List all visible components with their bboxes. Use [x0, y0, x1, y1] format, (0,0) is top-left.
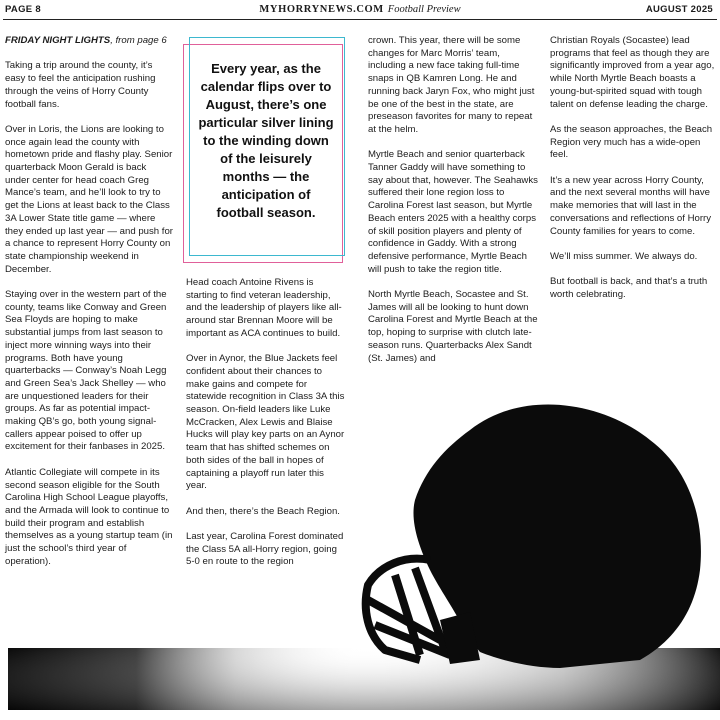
article-column-4	[550, 35, 716, 314]
paragraph: Over in Loris, the Lions are looking to once again lead the county with hometown pride and flashy play. Senior quarterback Moon Gerald is back under center for head coach Greg Mance’s team, and he’ll look to try to get the Lions at least back to the Class 3A Lower State title game — where they ended up last year — and push for a chance to represent Horry County on state championship weekend in December.	[5, 123, 173, 275]
paragraph: Staying over in the western part of the county, teams like Conway and Green Sea Floyds are hoping to make substantial jumps from last season to inject more winning ways into their programs. Both have young quarterbacks — Conway’s Noah Legg and Green Sea’s Jack Shelley — who are unquestioned leaders for their groups. As far as potential impact-making QB’s go, both young signal-callers appear poised to offer up excitement for their fanbases in 2025.	[5, 289, 167, 453]
paragraph: Head coach Antoine Rivens is starting to find veteran leadership, and the leadership of players like all-around star Brennan Moore will be important as ACA continues to build.	[186, 277, 342, 339]
paragraph: Taking a trip around the county, it’s easy to feel the anticipation rushing through the veins of Horry County football fans.	[5, 60, 156, 110]
article-column-2	[186, 277, 346, 582]
pull-quote-text: Every year, as the calendar flips over to August, there’s one particular silver lining to the winding down of the leisurely months — the anticipation of football season.	[198, 61, 334, 220]
paragraph: North Myrtle Beach, Socastee and St. James will all be looking to hunt down Carolina Forest and Myrtle Beach at the top, hoping to surprise with clutch late-season runs. Quarterbacks Alex Sandt (St. James) and	[368, 289, 538, 364]
paragraph: Over in Aynor, the Blue Jackets feel confident about their chances to make gains and compete for statewide recognition in Class 3A this season. On-field leaders like Luke McCracken, Alex Lewis and Blaise Hucks will play key parts on an Aynor team that has shifted schemes on both sides of the ball in hopes of captaining a playoff run later this year.	[186, 353, 345, 492]
paragraph: As the season approaches, the Beach Region very much has a wide-open feel.	[550, 123, 713, 161]
paragraph: Christian Royals (Socastee) lead programs that feel as though they are significantly improved from a year ago, while North Myrtle Beach boasts a young-but-spirited squad with tough talent on defense leading the charge.	[550, 35, 715, 110]
paragraph: We’ll miss summer. We always do.	[550, 250, 698, 262]
paragraph: Myrtle Beach and senior quarterback Tanner Gaddy will have something to say about that, however. The Seahawks suffered their lone region loss to Carolina Forest last season, but Myrtle Beach enters 2025 with a healthy corps of skill position players and plenty of confidence in Gaddy. With a strong defensive performance, Myrtle Beach will push to take the region title.	[368, 149, 538, 275]
article-column-1	[5, 35, 173, 581]
paragraph: It’s a new year across Horry County, and the next several months will have make memories that will last in the conversations and reflections of Horry County families for years to come.	[550, 174, 712, 237]
pull-quote	[183, 37, 345, 263]
article-column-3	[368, 35, 540, 378]
issue-date: AUGUST 2025	[645, 4, 713, 15]
kicker-title: FRIDAY NIGHT LIGHTS	[5, 35, 111, 46]
site-name: MYHORRYNEWS.COM	[259, 4, 384, 15]
article-kicker	[5, 35, 173, 48]
paragraph: crown. This year, there will be some changes for Marc Morris’ team, including a new face taking full-time snaps in QB Kamren Long. He and running back Jaryn Fox, who might just be one of the best in the state, are preseason favorites for many to repeat at the helm.	[368, 35, 535, 135]
paragraph: But football is back, and that’s a truth worth celebrating.	[550, 276, 708, 300]
paragraph: Atlantic Collegiate will compete in its second season eligible for the South Carolina High School League playoffs, and the Armada will look to continue to build their program and establish themselves as a young startup team (in just the school’s third year of operation).	[5, 466, 173, 567]
kicker-continued: , from page 6	[110, 35, 167, 46]
paragraph: And then, there’s the Beach Region.	[186, 505, 340, 517]
section-name: Football Preview	[387, 4, 461, 15]
page-number: PAGE 8	[5, 4, 41, 15]
paragraph: Last year, Carolina Forest dominated the Class 5A all-Horry region, going 5-0 en route to the region	[186, 531, 344, 568]
